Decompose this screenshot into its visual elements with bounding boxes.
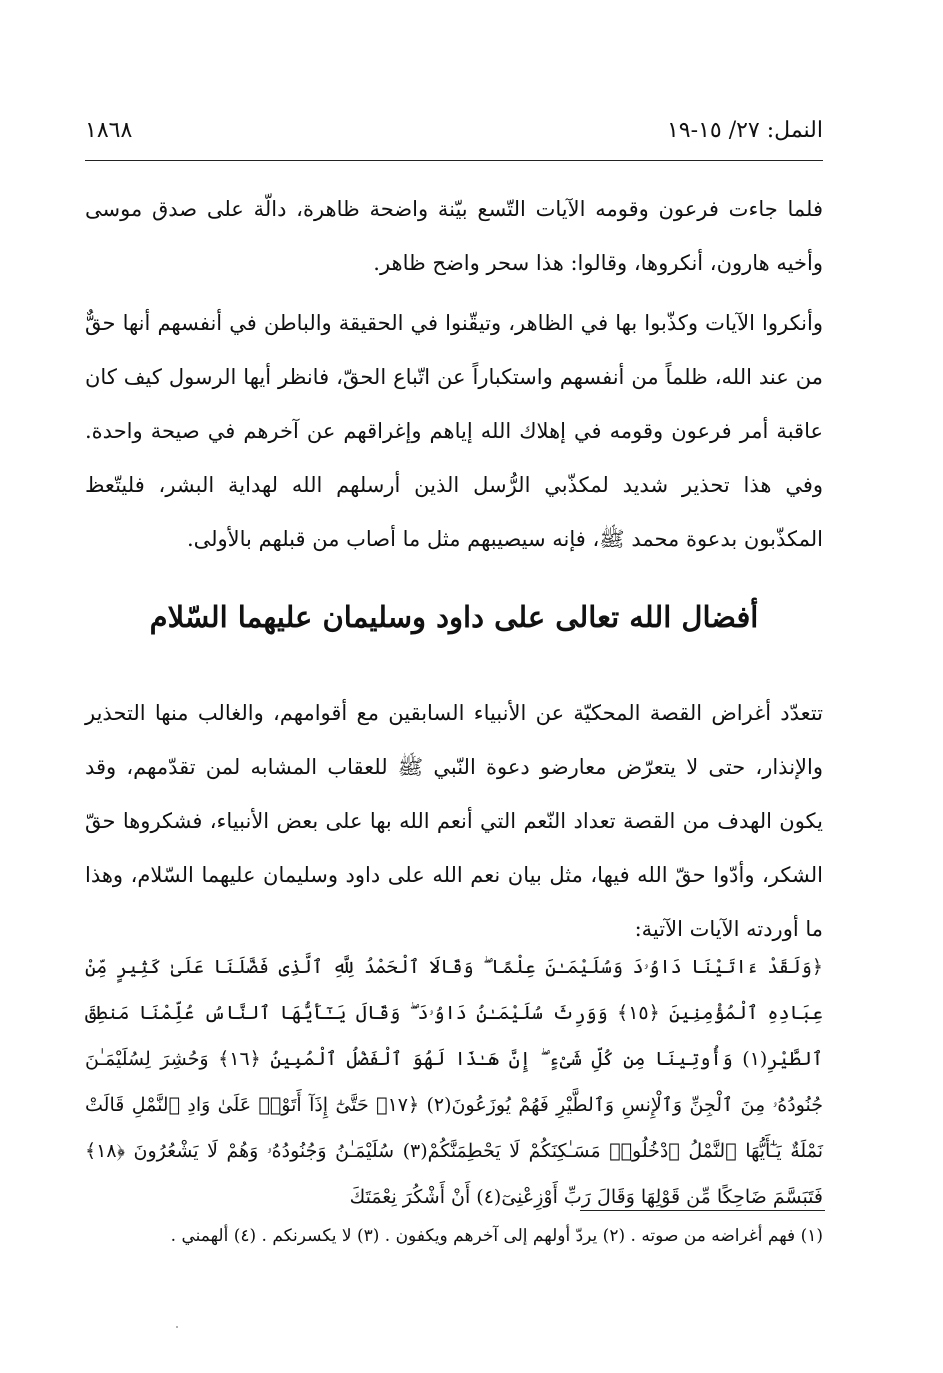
- scan-speck: [176, 1326, 178, 1328]
- footnotes: (١) فهم أغراضه من صوته . (٢) يردّ أولهم إلى آخرهم ويكفون . (٣) لا يكسرنكم . (٤) ألهمني .: [170, 1226, 823, 1246]
- surah-reference: النمل: ٢٧/ ١٥-١٩: [666, 118, 823, 143]
- footnote-divider: [580, 1210, 825, 1211]
- paragraph-denial-warning: وأنكروا الآيات وكذّبوا بها في الظاهر، وتيقّنوا في الحقيقة والباطن في أنفسهم أنها حقٌّ من عند الله، ظلماً من أنفسهم واستكباراً عن اتّباع الحقّ، فانظر أيها الرسول كيف كان عاقبة أمر فرعون وقومه في إهلاك الله إياهم وإغراقهم عن آخرهم في صيحة واحدة. وفي هذا تحذير شديد لمكذّبي الرُّسل الذين أرسلهم الله لهداية البشر، فليتّعظ المكذّبون بدعوة محمد ﷺ، فإنه سيصيبهم مثل ما أصاب من قبلهم بالأولى.: [85, 311, 823, 551]
- page-number: ١٨٦٨: [85, 118, 133, 143]
- header-divider: [85, 160, 823, 161]
- paragraph-story-purposes: تتعدّد أغراض القصة المحكيّة عن الأنبياء السابقين مع أقوامهم، والغالب منها التحذير والإنذار، حتى لا يتعرّض معارضو دعوة النّبي ﷺ للعقاب المشابه لمن تقدّمهم، وقد يكون الهدف من القصة تعداد النّعم التي أنعم الله بها على بعض الأنبياء، فشكروها حقّ الشكر، وأدّوا حقّ الله فيها، مثل بيان نعم الله على داود وسليمان عليهما السّلام، وهذا ما أوردته الآيات الآتية:: [85, 701, 823, 941]
- paragraph-pharaoh-signs: فلما جاءت فرعون وقومه الآيات التّسع بيّنة واضحة ظاهرة، دالّة على صدق موسى وأخيه هارون، أنكروها، وقالوا: هذا سحر واضح ظاهر.: [85, 197, 823, 275]
- section-heading: أفضال الله تعالى على داود وسليمان عليهما السّلام: [149, 600, 759, 634]
- page-header: [85, 118, 823, 158]
- quran-verses: ﴿وَلَقَدْ ءَاتَيْنَا دَاوُۥدَ وَسُلَيْمَـٰنَ عِلْمًا ۖ وَقَالَا ٱلْحَمْدُ لِلَّهِ ٱلَّذِى فَضَّلَنَا عَلَىٰ كَثِيرٍ مِّنْ عِبَادِهِ ٱلْمُؤْمِنِينَ ﴿١٥﴾ وَوَرِثَ سُلَيْمَـٰنُ دَاوُۥدَ ۖ وَقَالَ يَـٰٓأَيُّهَا ٱلنَّاسُ عُلِّمْنَا مَنطِقَ ٱلطَّيْرِ(١) وَأُوتِينَا مِن كُلِّ شَىْءٍ ۖ إِنَّ هَـٰذَا لَهُوَ ٱلْفَضْلُ ٱلْمُبِينُ ﴿١٦﴾ وَحُشِرَ لِسُلَيْمَـٰنَ جُنُودُهُۥ مِنَ ٱلْجِنِّ وَٱلْإِنسِ وَٱلطَّيْرِ فَهُمْ يُوزَعُونَ(٢) ﴿١٧﴾ حَتَّىٰٓ إِذَآ أَتَوْا۟ عَلَىٰ وَادِ ٱلنَّمْلِ قَالَتْ نَمْلَةٌ يَـٰٓأَيُّهَا ٱلنَّمْلُ ٱدْخُلُوا۟ مَسَـٰكِنَكُمْ لَا يَحْطِمَنَّكُمْ(٣) سُلَيْمَـٰنُ وَجُنُودُهُۥ وَهُمْ لَا يَشْعُرُونَ ﴿١٨﴾ فَتَبَسَّمَ ضَاحِكًا مِّن قَوْلِهَا وَقَالَ رَبِّ أَوْزِعْنِىٓ(٤) أَنْ أَشْكُرَ نِعْمَتَكَ: [85, 956, 823, 1208]
